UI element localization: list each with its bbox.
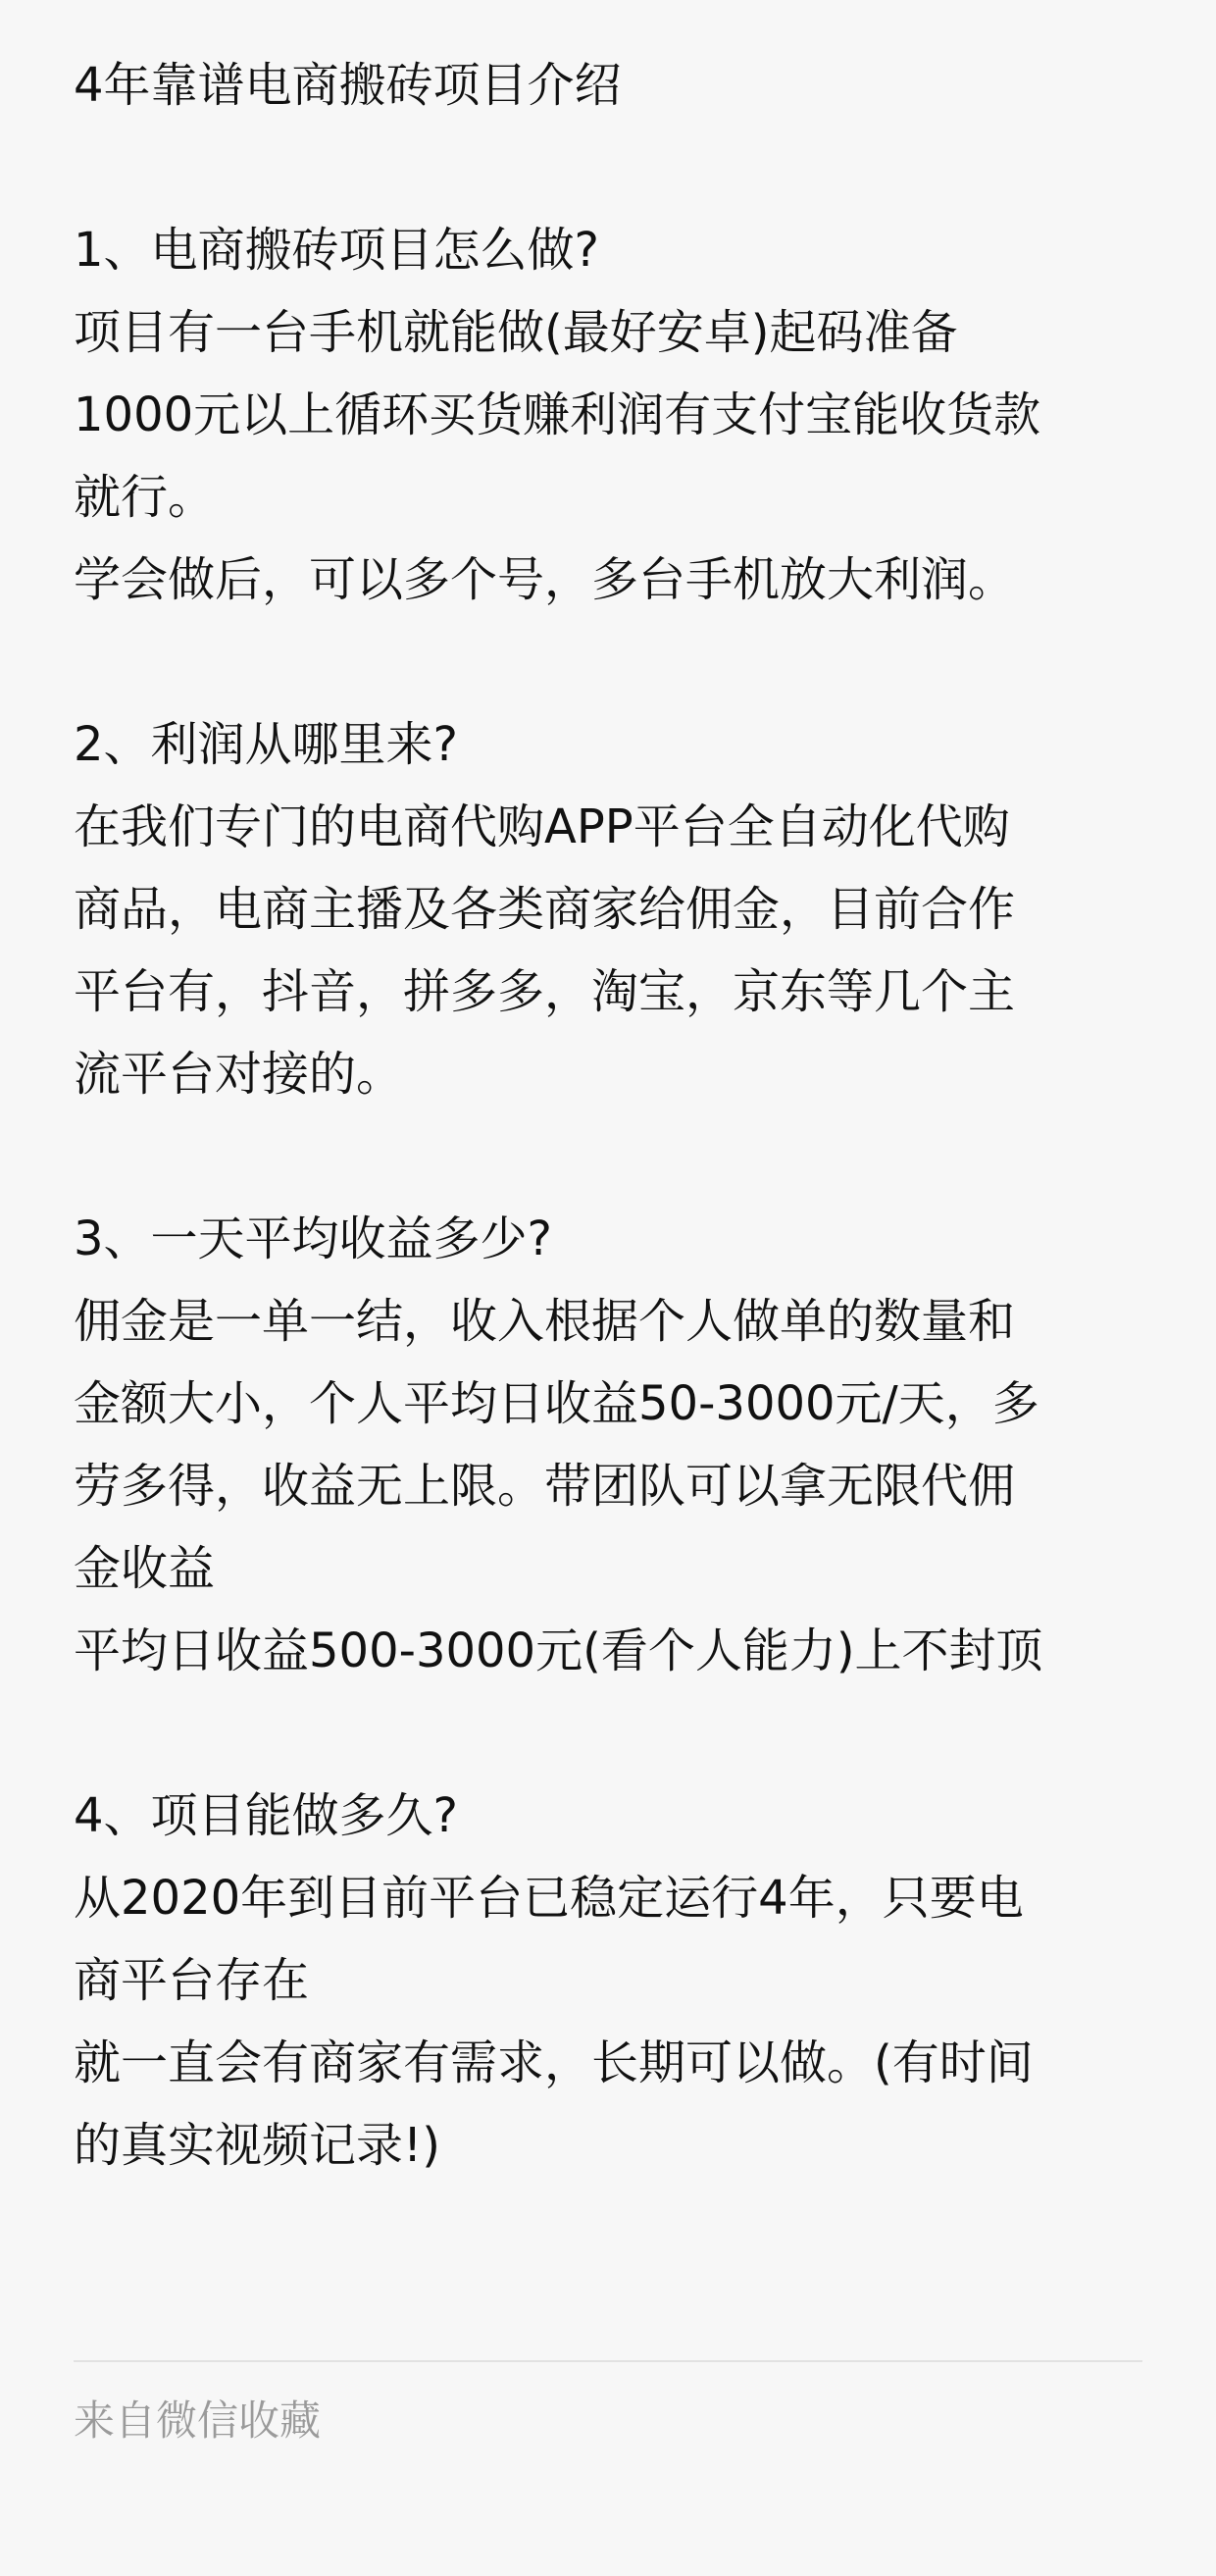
blank-line: [74, 621, 1142, 703]
section-3-line-5: 平均日收益500-3000元(看个人能力)上不封顶: [74, 1623, 1043, 1678]
section-heading-2: 2、利润从哪里来?: [74, 717, 459, 772]
section-4-line-2: 商平台存在: [74, 1953, 310, 2008]
section-1-line-3: 就行。: [74, 470, 216, 525]
section-heading-3: 3、一天平均收益多少?: [74, 1211, 553, 1266]
section-4-line-1: 从2020年到目前平台已稳定运行4年，只要电: [74, 1871, 1024, 1926]
section-3-line-3: 劳多得，收益无上限。带团队可以拿无限代佣: [74, 1459, 1016, 1514]
section-1-line-2: 1000元以上循环买货赚利润有支付宝能收货款: [74, 387, 1041, 442]
blank-line: [74, 1115, 1142, 1198]
note-body: [74, 44, 1142, 2187]
note-title: 4年靠谱电商搬砖项目介绍: [74, 58, 622, 113]
section-4-line-4: 的真实视频记录!): [74, 2118, 440, 2173]
section-3-line-1: 佣金是一单一结，收入根据个人做单的数量和: [74, 1294, 1016, 1349]
section-1-line-1: 项目有一台手机就能做(最好安卓)起码准备: [74, 305, 958, 360]
blank-line: [74, 1692, 1142, 1775]
section-4-line-3: 就一直会有商家有需求，长期可以做。(有时间: [74, 2035, 1034, 2090]
section-heading-4: 4、项目能做多久?: [74, 1788, 459, 1843]
source-label: 来自微信收藏: [74, 2396, 322, 2445]
section-1-line-4: 学会做后，可以多个号，多台手机放大利润。: [74, 552, 1016, 607]
footer-divider: [74, 2360, 1142, 2362]
section-heading-1: 1、电商搬砖项目怎么做?: [74, 223, 600, 278]
blank-line: [74, 127, 1142, 209]
section-3-line-4: 金收益: [74, 1541, 216, 1596]
section-2-line-4: 流平台对接的。: [74, 1047, 404, 1102]
section-2-line-2: 商品，电商主播及各类商家给佣金，目前合作: [74, 882, 1016, 937]
section-3-line-2: 金额大小，个人平均日收益50-3000元/天，多: [74, 1376, 1039, 1431]
section-2-line-3: 平台有，抖音，拼多多，淘宝，京东等几个主: [74, 964, 1016, 1019]
section-2-line-1: 在我们专门的电商代购APP平台全自动化代购: [74, 799, 1010, 854]
